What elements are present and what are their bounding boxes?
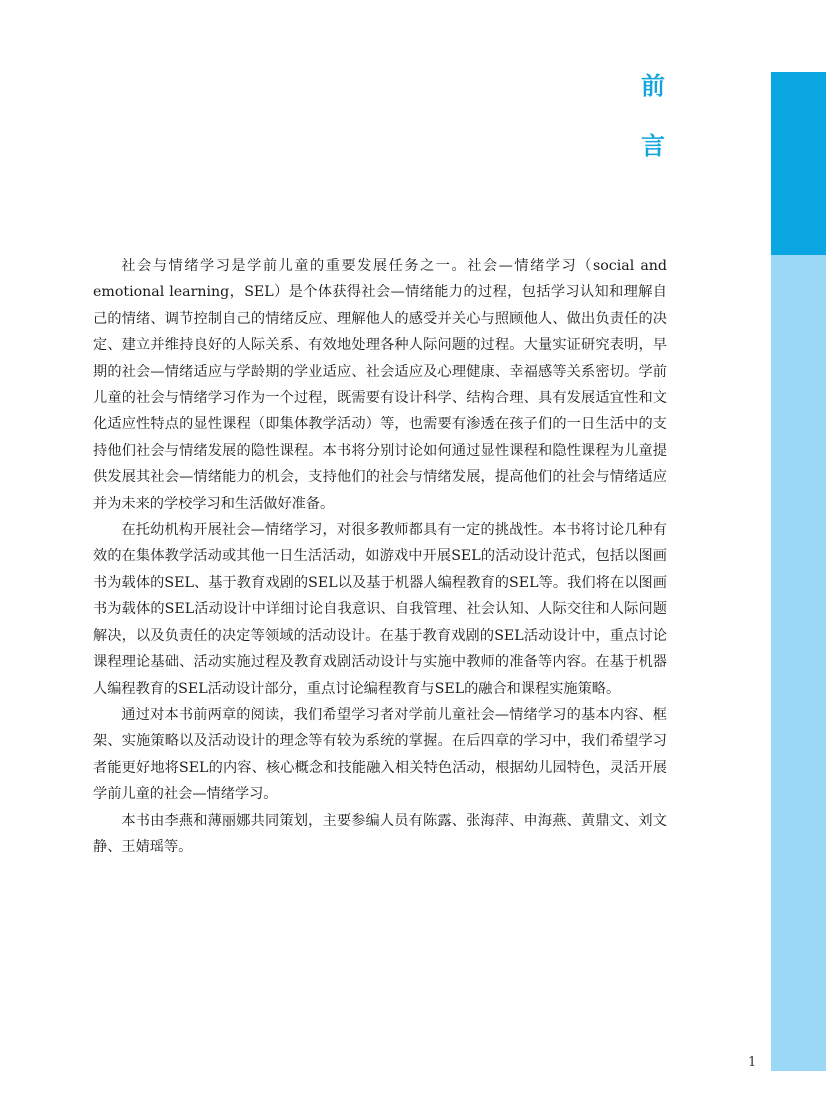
- page-number: 1: [748, 1055, 757, 1070]
- paragraph-1: 社会与情绪学习是学前儿童的重要发展任务之一。社会—情绪学习（social and emotional learning，SEL）是个体获得社会—情绪能力的过程，包括学习认知和理解自己的情绪、调节控制自己的情绪反应、理解他人的感受并关心与照顾他人、做出负责任的决定、建立并维持良好的人际关系、有效地处理各种人际问题的过程。大量实证研究表明，早期的社会—情绪适应与学龄期的学业适应、社会适应及心理健康、幸福感等关系密切。学前儿童的社会与情绪学习作为一个过程，既需要有设计科学、结构合理、具有发展适宜性和文化适应性特点的显性课程（即集体教学活动）等，也需要有渗透在孩子们的一日生活中的支持他们社会与情绪发展的隐性课程。本书将分别讨论如何通过显性课程和隐性课程为儿童提供发展其社会—情绪能力的机会，支持他们的社会与情绪发展，提高他们的社会与情绪适应并为未来的学校学习和生活做好准备。: [93, 258, 667, 512]
- page-title-char-1: 前: [641, 71, 665, 100]
- page-title-char-2: 言: [641, 131, 665, 160]
- paragraph-4: 本书由李燕和薄丽娜共同策划，主要参编人员有陈露、张海萍、申海燕、黄鼎文、刘文静、王婧瑶等。: [93, 812, 667, 855]
- body-text: [93, 253, 667, 860]
- side-tab-dark: [771, 72, 826, 255]
- side-tab-light: [771, 255, 826, 1071]
- paragraph-3: 通过对本书前两章的阅读，我们希望学习者对学前儿童社会—情绪学习的基本内容、框架、实施策略以及活动设计的理念等有较为系统的掌握。在后四章的学习中，我们希望学习者能更好地将SEL的内容、核心概念和技能融入相关特色活动，根据幼儿园特色，灵活开展学前儿童的社会—情绪学习。: [93, 706, 667, 803]
- paragraph-2: 在托幼机构开展社会—情绪学习，对很多教师都具有一定的挑战性。本书将讨论几种有效的在集体教学活动或其他一日生活活动，如游戏中开展SEL的活动设计范式，包括以图画书为载体的SEL、基于教育戏剧的SEL以及基于机器人编程教育的SEL等。我们将在以图画书为载体的SEL活动设计中详细讨论自我意识、自我管理、社会认知、人际交往和人际问题解决，以及负责任的决定等领域的活动设计。在基于教育戏剧的SEL活动设计中，重点讨论课程理论基础、活动实施过程及教育戏剧活动设计与实施中教师的准备等内容。在基于机器人编程教育的SEL活动设计部分，重点讨论编程教育与SEL的融合和课程实施策略。: [93, 522, 667, 697]
